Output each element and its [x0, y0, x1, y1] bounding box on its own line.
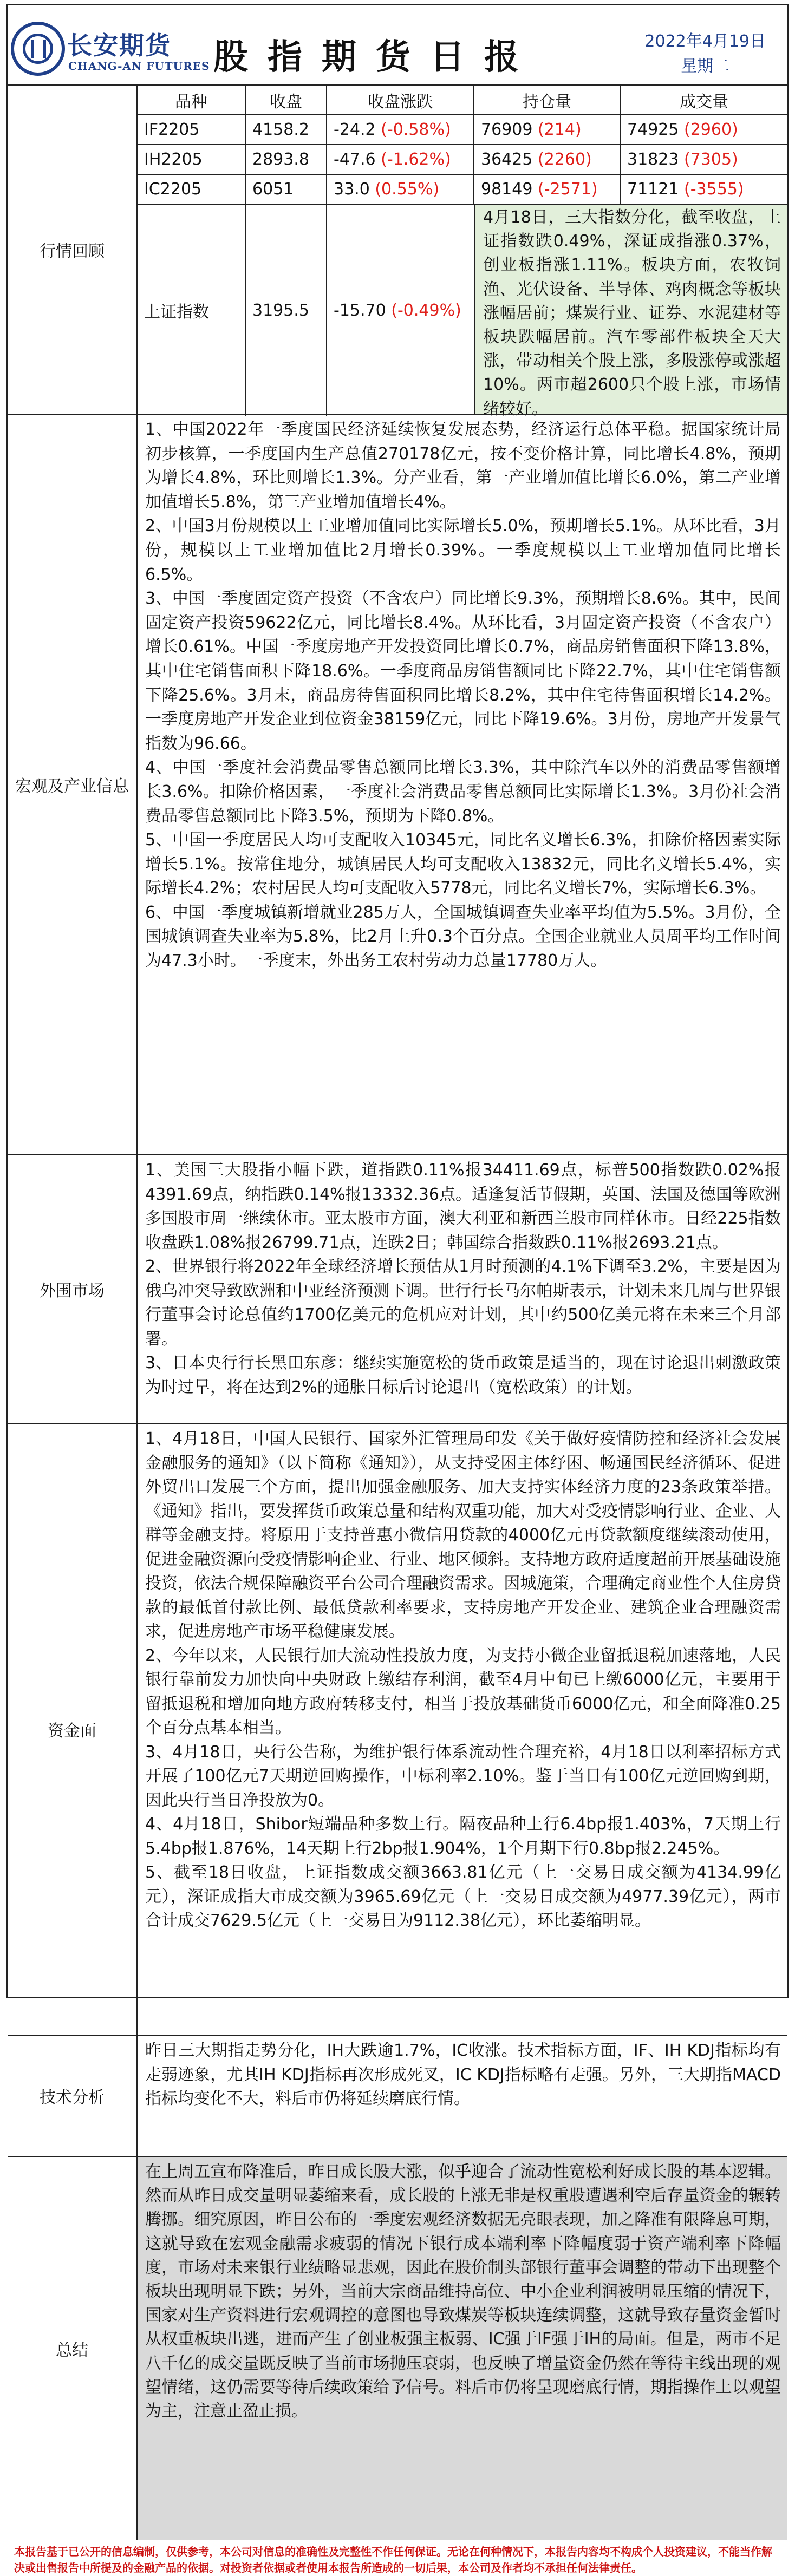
index-change-value: -15.70 [334, 300, 386, 320]
vol-change: (7305) [683, 150, 738, 169]
row-volume [621, 115, 787, 145]
macro-item: 4、中国一季度社会消费品零售总额同比增长3.3%，其中除汽车以外的消费品零售额增长3.6%。扣除价格因素，一季度社会消费品零售总额同比实际增长1.3%。3月份社会消费品零售总额同比下降3.5%，预期为下降0.8%。 [145, 758, 781, 826]
oi-change: (2260) [537, 150, 592, 169]
disclaimer: 本报告基于已公开的信息编制，仅供参考，本公司对信息的准确性及完整性不作任何保证。无论在何种情况下，本报告内容均不构成个人投资建议，不能当作解决或出售报告中所提及的金融产品的依据。对投资者依据或者使用本报告所造成的一切后果，本公司及作者均不承担任何法律责任。 [14, 2545, 772, 2574]
row-open-interest [474, 175, 621, 205]
col-header-variety: 品种 [138, 86, 246, 115]
macro-item: 1、中国2022年一季度国民经济延续恢复发展态势，经济运行总体平稳。据国家统计局初步核算，一季度国内生产总值270178亿元，按不变价格计算，同比增长4.8%，预期为增长4.8%，环比则增长1.3%。分产业看，第一产业增加值比增长6.0%，第二产业增加值增长5.8%，第三产业增加值增长4%。 [145, 420, 781, 512]
section-label: 技术分析 [8, 2036, 138, 2156]
vol-value: 74925 [627, 120, 679, 139]
change-value: -24.2 [334, 120, 376, 139]
section-label: 总结 [8, 2157, 138, 2540]
macro-item: 2、中国3月份规模以上工业增加值同比实际增长5.0%，预期增长5.1%。从环比看，3月份，规模以上工业增加值比2月增长0.39%。一季度规模以上工业增加值同比增长6.5%。 [145, 516, 781, 584]
row-change [327, 145, 474, 175]
brand-name-en: CHANG-AN FUTURES [68, 60, 210, 73]
overseas-item: 1、美国三大股指小幅下跌，道指跌0.11%报34411.69点，标普500指数跌0.02%报4391.69点，纳指跌0.14%报13332.36点。适逢复活节假期，英国、法国及德国等欧洲多国股市周一继续休市。亚太股市方面，澳大利亚和新西兰股市同样休市。日经225指数收盘跌1.08%报26799.71点，连跌2日；韩国综合指数跌0.11%报2693.21点。 [145, 1161, 781, 1252]
funds-item: 3、4月18日，央行公告称，为维护银行体系流动性合理充裕，4月18日以利率招标方式开展了100亿元7天期逆回购操作，中标利率2.10%。鉴于当日有100亿元逆回购到期，因此央行当日净投放为0。 [145, 1742, 781, 1810]
index-change-pct: (-0.49%) [391, 300, 461, 320]
funds-item: 2、今年以来，人民银行加大流动性投放力度，为支持小微企业留抵退税加速落地，人民银行靠前发力加快向中央财政上缴结存利润，截至4月中旬已上缴6000亿元，主要用于留抵退税和增加向地方政府转移支付，相当于投放基础货币6000亿元，和全面降准0.25个百分点基本相当。 [145, 1646, 781, 1737]
row-change [327, 115, 474, 145]
row-code: IC2205 [138, 175, 246, 205]
funds-item: 1、4月18日，中国人民银行、国家外汇管理局印发《关于做好疫情防控和经济社会发展金融服务的通知》（以下简称《通知》），从支持受困主体纾困、畅通国民经济循环、促进外贸出口发展三个方面，提出加强金融服务、加大支持实体经济力度的23条政策举措。《通知》指出，要发挥货币政策总量和结构双重功能，加大对受疫情影响行业、企业、人群等金融支持。将原用于支持普惠小微信用贷款的4000亿元再贷款额度继续滚动使用，促进金融资源向受疫情影响企业、行业、地区倾斜。支持地方政府适度超前开展基础设施投资，依法合规保障融资平台公司合理融资需求。因城施策，合理确定商业性个人住房贷款的最低首付款比例、最低贷款利率要求，支持房地产开发企业、建筑企业合理融资需求，促进房地产市场平稳健康发展。 [145, 1429, 781, 1641]
section-technical [8, 2035, 787, 2156]
row-close: 2893.8 [246, 145, 327, 175]
oi-value: 76909 [481, 120, 533, 139]
section-market [8, 86, 787, 419]
oi-change: (214) [537, 120, 582, 139]
change-pct: (0.55%) [375, 180, 440, 199]
section-label: 外围市场 [8, 1155, 138, 1423]
row-change [327, 175, 474, 205]
section-label: 资金面 [8, 1424, 138, 2035]
macro-item: 3、中国一季度固定资产投资（不含农户）同比增长9.3%，预期增长8.6%。其中，民间固定资产投资59622亿元，同比增长8.4%。从环比看，3月固定资产投资（不含农户）增长0.61%。中国一季度房地产开发投资同比增长0.7%，商品房销售面积下降13.8%，其中住宅销售面积下降18.6%。一季度商品房销售额同比下降22.7%，其中住宅销售额下降25.6%。3月末，商品房待售面积同比增长8.2%，其中住宅待售面积增长14.2%。一季度房地产开发企业到位资金38159亿元，同比下降19.6%。3月份，房地产开发景气指数为96.66。 [145, 589, 781, 753]
change-value: 33.0 [334, 180, 370, 199]
index-close: 3195.5 [246, 205, 327, 416]
funds-item: 4、4月18日，Shibor短端品种多数上行。隔夜品种上行6.4bp报1.403%，7天期上行5.4bp报1.876%，14天期上行2bp报1.904%，1个月期下行0.8bp报2.245%。 [145, 1815, 781, 1858]
row-code: IF2205 [138, 115, 246, 145]
row-open-interest [474, 145, 621, 175]
macro-item: 6、中国一季度城镇新增就业285万人，全国城镇调查失业率平均值为5.5%。3月份，全国城镇调查失业率为5.8%，比2月上升0.3个百分点。全国企业就业人员周平均工作时间为47.3小时。一季度末，外出务工农村劳动力总量17780万人。 [145, 903, 781, 971]
change-pct: (-1.62%) [381, 150, 451, 169]
report-body [6, 84, 789, 2421]
chang-an-logo-icon [11, 22, 65, 76]
row-open-interest [474, 115, 621, 145]
oi-value: 36425 [481, 150, 533, 169]
report-header [6, 4, 789, 86]
col-header-open-interest: 持仓量 [474, 86, 621, 115]
section-label: 宏观及产业信息 [8, 415, 138, 1154]
overseas-item: 2、世界银行将2022年全球经济增长预估从1月时预测的4.1%下调至3.2%，主要是因为俄乌冲突导致欧洲和中亚经济预测下调。世行行长马尔帕斯表示，计划未来几周与世界银行董事会讨论总值约1700亿美元的危机应对计划，其中约500亿美元将在未来三个月部署。 [145, 1257, 781, 1349]
overseas-item: 3、日本央行行长黑田东彦：继续实施宽松的货币政策是适当的，现在讨论退出刺激政策为时过早，将在达到2%的通胀目标后讨论退出（宽松政策）的计划。 [145, 1354, 781, 1397]
section-content: 在上周五宣布降准后，昨日成长股大涨，似乎迎合了流动性宽松利好成长股的基本逻辑。然而从昨日成交量明显萎缩来看，成长股的上涨无非是权重股遭遇利空后存量资金的辗转腾挪。细究原因，昨日公布的一季度宏观经济数据无亮眼表现，加之降准有限降息可期，这就导致在宏观金融需求疲弱的情况下银行成本端利率下降幅度弱于资产端利率下降幅度，市场对未来银行业绩略显悲观，因此在股价制头部银行董事会调整的带动下出现整个板块出现明显下跌；另外，当前大宗商品维持高位、中小企业利润被明显压缩的情况下，国家对生产资料进行宏观调控的意图也导致煤炭等板块连续调整，这就导致存量资金暂时从权重板块出逃，进而产生了创业板强主板弱、IC强于IF强于IH的局面。但是，两市不足八千亿的成交量既反映了当前市场抛压衰弱，也反映了增量资金仍然在等待主线出现的观望情绪，这仍需要等待后续政策给予信号。料后市仍将呈现磨底行情，期指操作上以观望为主，注意止盈止损。 [138, 2157, 787, 2540]
report-date [644, 29, 766, 79]
oi-value: 98149 [481, 180, 533, 199]
vol-change: (-3555) [683, 180, 744, 199]
vol-change: (2960) [683, 120, 738, 139]
section-content [138, 1155, 787, 1423]
report-title: 股指期货日报 [213, 37, 538, 77]
section-summary [8, 2156, 787, 2540]
index-name: 上证指数 [138, 205, 246, 416]
oi-change: (-2571) [537, 180, 598, 199]
macro-item: 5、中国一季度居民人均可支配收入10345元，同比名义增长6.3%，扣除价格因素实际增长5.1%。按常住地分，城镇居民人均可支配收入13832元，同比名义增长5.4%，实际增长4.2%；农村居民人均可支配收入5778元，同比名义增长7%，实际增长6.3%。 [145, 831, 781, 898]
row-close: 6051 [246, 175, 327, 205]
section-content [138, 415, 787, 1154]
date-text: 2022年4月19日 [644, 32, 766, 51]
col-header-close: 收盘 [246, 86, 327, 115]
change-pct: (-0.58%) [381, 120, 451, 139]
index-change [327, 205, 474, 416]
brand-name: 长安期货 [67, 31, 171, 60]
vol-value: 71121 [627, 180, 679, 199]
funds-item: 5、截至18日收盘，上证指数成交额3663.81亿元（上一交易日成交额为4134.99亿元），深证成指大市成交额为3965.69亿元（上一交易日成交额为4977.39亿元），两市合计成交7629.5亿元（上一交易日为9112.38亿元），环比萎缩明显。 [145, 1863, 781, 1930]
row-close: 4158.2 [246, 115, 327, 145]
col-header-change: 收盘涨跌 [327, 86, 474, 115]
market-table [138, 86, 787, 419]
section-content [138, 1424, 787, 2035]
row-volume [621, 175, 787, 205]
row-volume [621, 145, 787, 175]
section-label: 行情回顾 [8, 86, 138, 414]
change-value: -47.6 [334, 150, 376, 169]
daily-report [6, 4, 789, 2574]
row-code: IH2205 [138, 145, 246, 175]
section-macro [8, 414, 787, 1154]
vol-value: 31823 [627, 150, 679, 169]
section-funds [8, 1423, 787, 2035]
section-content: 昨日三大期指走势分化，IH大跌逾1.7%，IC收涨。技术指标方面，IF、IH KDJ指标均有走弱迹象，尤其IH KDJ指标再次形成死叉，IC KDJ指标略有走强。另外，三大期指MACD指标均变化不大，料后市仍将延续磨底行情。 [145, 2041, 781, 2108]
col-header-volume: 成交量 [621, 86, 787, 115]
market-commentary: 4月18日，三大指数分化，截至收盘，上证指数跌0.49%，深证成指涨0.37%，创业板指涨1.11%。板块方面，农牧饲渔、光伏设备、半导体、鸡肉概念等板块涨幅居前；煤炭行业、证券、水泥建材等板块跌幅居前。汽车零部件板块全天大涨，带动相关个股上涨，多股涨停或涨超10%。两市超2600只个股上涨，市场情绪较好。 [474, 205, 787, 414]
section-overseas [8, 1154, 787, 1423]
weekday-text: 星期二 [681, 57, 730, 76]
